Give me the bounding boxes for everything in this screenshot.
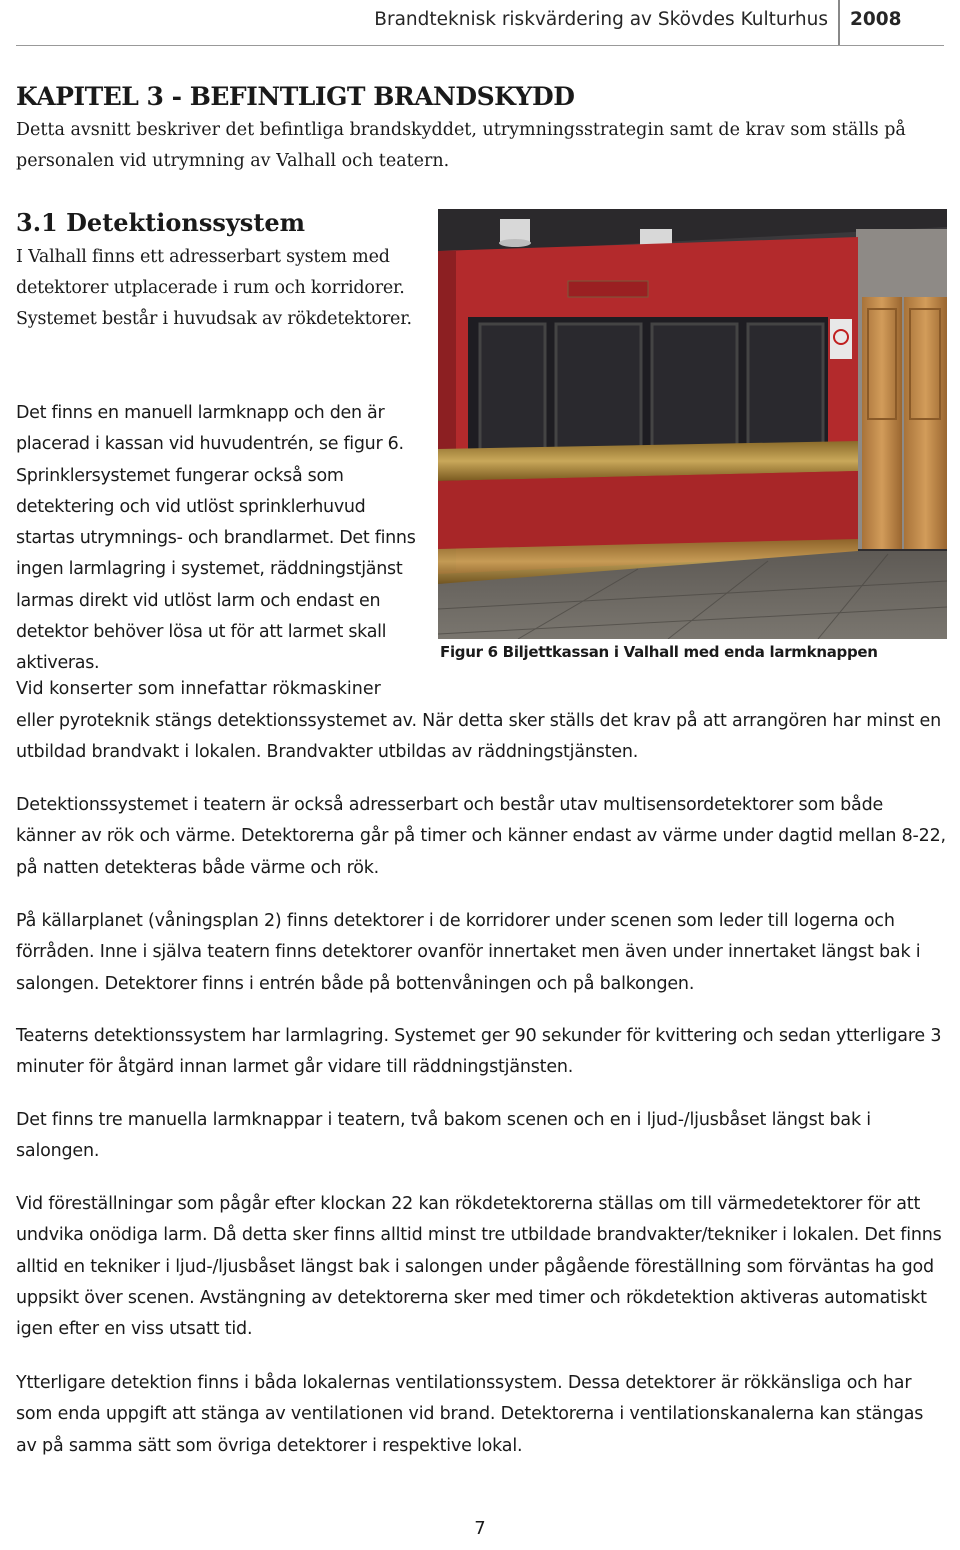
chapter-intro: Detta avsnitt beskriver det befintliga brandskyddet, utrymningsstrategin samt de krav som ställs på personalen vid utrymning av Valhall och teatern. <box>16 120 906 171</box>
figure-photo-ticket-office <box>438 209 947 639</box>
figure-caption: Figur 6 Biljettkassan i Valhall med enda larmknappen <box>440 643 878 661</box>
paragraph-6: Ytterligare detektion finns i båda lokalernas ventilationssystem. Dessa detektorer är rökkänsliga och har som enda uppgift att stänga av ventilationen vid brand. Detektorerna i ventilationskanalerna kan stängas av på samma sätt som övriga detektorer i respektive lokal. <box>16 1373 924 1456</box>
chapter-heading: KAPITEL 3 - BEFINTLIGT BRANDSKYDD <box>16 82 575 111</box>
ticket-office-illustration <box>438 209 947 639</box>
paragraph-4: Det finns tre manuella larmknappar i teatern, två bakom scenen och en i ljud-/ljusbåset längst bak i salongen. <box>16 1110 871 1162</box>
header-separator <box>838 0 840 46</box>
paragraph-1: Detektionssystemet i teatern är också adresserbart och består utav multisensordetektorer som både känner av rök och värme. Detektorerna går på timer och känner endast av värme under dagtid mellan 8-22, på natten detekteras både värme och rök. <box>16 795 946 878</box>
section-heading: 3.1 Detektionssystem <box>16 208 306 237</box>
paragraph-wrap-rest: eller pyroteknik stängs detektionssystemet av. När detta sker ställs det krav på att arrangören har minst en utbildad brandvakt i lokalen. Brandvakter utbildas av räddningstjänsten. <box>16 711 942 763</box>
paragraph-2: På källarplanet (våningsplan 2) finns detektorer i de korridorer under scenen som leder till logerna och förråden. Inne i själva teatern finns detektorer ovanför innertaket men även under innertaket längst bak i salongen. Detektorer finns i entrén både på bottenvåningen och på balkongen. <box>16 911 921 994</box>
section-paragraph-serif: I Valhall finns ett adresserbart system med detektorer utplacerade i rum och korridorer. Systemet består i huvudsak av rökdetektorer. <box>16 247 412 329</box>
running-header-title: Brandteknisk riskvärdering av Skövdes Kulturhus <box>374 9 828 30</box>
section-paragraph-sans: Det finns en manuell larmknapp och den är placerad i kassan vid huvudentrén, se figur 6. Sprinklersystemet fungerar också som detektering och vid utlöst sprinklerhuvud startas utrymnings- och brandlarmet. Det finns ingen larmlagring i systemet, räddningstjänst larmas direkt vid utlöst larm och endast en detektor behöver lösa ut för att larmet skall aktiveras. <box>16 403 416 674</box>
paragraph-wrap-line: Vid konserter som innefattar rökmaskiner <box>16 679 381 699</box>
page-number: 7 <box>474 1518 486 1539</box>
header-rule <box>16 45 944 46</box>
paragraph-3: Teaterns detektionssystem har larmlagring. Systemet ger 90 sekunder för kvittering och sedan ytterligare 3 minuter för åtgärd innan larmet går vidare till räddningstjänsten. <box>16 1026 942 1078</box>
running-header-year: 2008 <box>850 9 902 30</box>
paragraph-5: Vid föreställningar som pågår efter klockan 22 kan rökdetektorerna ställas om till värmedetektorer för att undvika onödiga larm. Då detta sker finns alltid minst tre utbildade brandvakter/tekniker i lokalen. Det finns alltid en tekniker i ljud-/ljusbåset längst bak i salongen under pågående föreställning som förväntas ha god uppsikt över scenen. Avstängning av detektorerna sker med timer och rökdetektion aktiveras automatiskt igen efter en viss utsatt tid. <box>16 1194 942 1340</box>
